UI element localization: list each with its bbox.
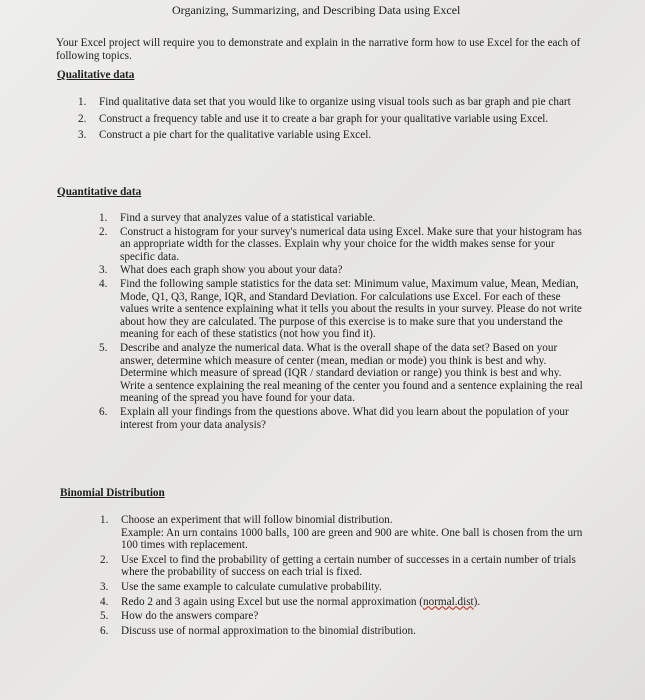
binomial-heading: Binomial Distribution: [60, 487, 165, 499]
page-title: Organizing, Summarizing, and Describing Data using Excel: [172, 3, 461, 17]
item-number: 2.: [99, 225, 108, 238]
item-number: 2.: [78, 112, 87, 125]
list-item: [100, 554, 590, 579]
quantitative-list: [99, 212, 587, 431]
item-text: Find the following sample statistics for the data set: Minimum value, Maximum value, Mean, Median, Mode, Q1, Q3, Range, IQR, and Standard Deviation. For calculations use Excel. For each of these values write a sentence explaining what it tells you about the results in your survey. Please do not write about how they are calculated. The purpose of this exercise is to make sure that you understand the meaning for each of these statistics (not how you find it).: [120, 277, 582, 341]
item-number: 5.: [100, 610, 109, 623]
item-number: 2.: [100, 553, 109, 566]
qualitative-heading: Qualitative data: [57, 69, 135, 81]
item-number: 3.: [78, 129, 87, 142]
item-number: 1.: [100, 514, 109, 526]
quantitative-heading: Quantitative data: [57, 186, 142, 198]
list-item: [100, 610, 590, 623]
item-text: Explain all your findings from the questions above. What did you learn about the population of your interest from your data analysis?: [120, 405, 569, 431]
intro-paragraph: Your Excel project will require you to demonstrate and explain in the narrative form how to use Excel for the each of following topics.: [56, 37, 581, 62]
item-text: Use the same example to calculate cumulative probability.: [121, 580, 382, 593]
function-name: normal.dist: [423, 595, 474, 608]
item-text: Choose an experiment that will follow binomial distribution.: [121, 514, 393, 526]
item-text: Construct a frequency table and use it to create a bar graph for your qualitative variable using Excel.: [99, 112, 549, 125]
item-number: 6.: [100, 624, 109, 637]
item-number: 4.: [99, 277, 108, 290]
list-item: [78, 96, 586, 109]
item-text: Construct a histogram for your survey's numerical data using Excel. Make sure that your histogram has an appropriate width for the classes. Explain why your choice for the width makes sense for your specific data.: [120, 225, 582, 263]
item-text: Find qualitative data set that you would like to organize using visual tools such as bar graph and pie chart: [99, 96, 571, 108]
qualitative-list: [78, 96, 586, 142]
list-item: [100, 596, 590, 609]
list-item: [99, 264, 587, 277]
item-number: 1.: [99, 212, 108, 224]
item-text: Describe and analyze the numerical data. What is the overall shape of the data set? Based on your answer, determine which measure of center (mean, median or mode) you think is best and why. Determine which measure of spread (IQR / standard deviation or range) you think is best and why. Write a sentence explaining the real meaning of the center you found and a sentence explaining the real meaning of the spread you have found for your data.: [120, 341, 583, 405]
item-text: What does each graph show you about your data?: [120, 264, 343, 277]
list-item: [100, 514, 590, 552]
list-item: [100, 625, 590, 638]
item-text: Find a survey that analyzes value of a statistical variable.: [120, 212, 376, 224]
item-number: 4.: [100, 595, 109, 608]
item-number: 6.: [99, 405, 108, 418]
list-item: [99, 212, 587, 225]
list-item: [99, 278, 587, 341]
item-text-after: ).: [473, 595, 481, 608]
item-text: Use Excel to find the probability of getting a certain number of successes in a certain number of trials where the probability of success on each trial is fixed.: [121, 553, 576, 579]
list-item: [100, 581, 590, 594]
item-number: 3.: [99, 264, 108, 277]
list-item: [99, 226, 587, 264]
list-item: [78, 129, 586, 142]
list-item: [78, 113, 586, 126]
item-number: 1.: [78, 96, 87, 108]
item-number: 3.: [100, 580, 109, 593]
list-item: [99, 342, 587, 405]
item-text: How do the answers compare?: [121, 610, 259, 623]
item-text: Discuss use of normal approximation to the binomial distribution.: [121, 624, 416, 637]
item-text: Construct a pie chart for the qualitative variable using Excel.: [99, 129, 372, 142]
binomial-list: [100, 514, 590, 637]
item-example: Example: An urn contains 1000 balls, 100 are green and 900 are white. One ball is chosen from the urn 100 times with replacement.: [121, 526, 583, 552]
item-number: 5.: [99, 341, 108, 354]
item-text-before: Redo 2 and 3 again using Excel but use the normal approximation (: [121, 595, 423, 608]
list-item: [99, 406, 587, 431]
